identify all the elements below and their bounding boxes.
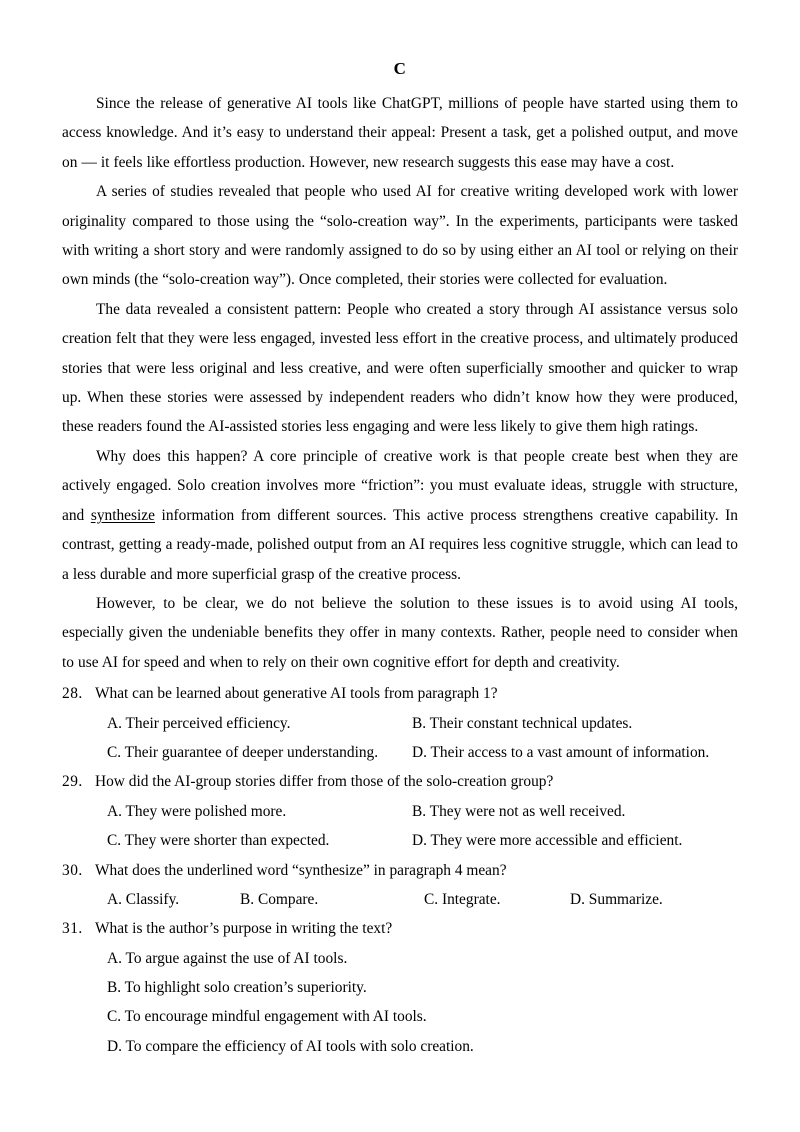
option-row: [62, 944, 738, 973]
option-c[interactable]: C. To encourage mindful engagement with AI tools.: [107, 1008, 427, 1026]
question-number: 30.: [62, 861, 83, 879]
question-block: [62, 679, 738, 767]
option-row: [62, 973, 738, 1002]
option-c[interactable]: C. They were shorter than expected.: [107, 832, 330, 850]
passage-paragraph: [62, 177, 738, 295]
page-content: [62, 58, 738, 1061]
question-prompt-line: [62, 767, 738, 796]
question-prompt-line: [62, 856, 738, 885]
questions-list: [62, 679, 738, 1061]
option-b[interactable]: B. They were not as well received.: [412, 802, 626, 820]
option-row: [62, 1032, 738, 1061]
passage-paragraph: [62, 295, 738, 442]
reading-passage: [62, 89, 738, 677]
question-block: [62, 856, 738, 915]
question-text: How did the AI-group stories differ from those of the solo-creation group?: [95, 773, 554, 791]
question-block: [62, 767, 738, 855]
option-a[interactable]: A. Classify.: [107, 890, 180, 908]
passage-paragraph: [62, 442, 738, 589]
question-text: What can be learned about generative AI tools from paragraph 1?: [95, 685, 498, 703]
passage-text: The data revealed a consistent pattern: People who created a story through AI assistance versus solo creation felt that they were less engaged, invested less effort in the creative process, and ultimately produced stories that were less original and less creative, and were often superficially smoother and quicker to wrap up. When these stories were assessed by independent readers who didn’t know how they were produced, these readers found the AI-assisted stories less engaging and were less likely to give them high ratings.: [62, 300, 738, 436]
option-row: [62, 709, 738, 738]
question-prompt-line: [62, 914, 738, 943]
option-c[interactable]: C. Their guarantee of deeper understanding.: [107, 743, 379, 761]
question-text: What does the underlined word “synthesize” in paragraph 4 mean?: [95, 861, 507, 879]
option-row: [62, 885, 738, 914]
passage-text: However, to be clear, we do not believe the solution to these issues is to avoid using AI tools, especially given the undeniable benefits they offer in many contexts. Rather, people need to consider when to use AI for speed and when to rely on their own cognitive effort for depth and creativity.: [62, 594, 738, 671]
underlined-word: synthesize: [90, 506, 155, 524]
option-b[interactable]: B. Compare.: [240, 890, 319, 908]
option-a[interactable]: A. Their perceived efficiency.: [107, 714, 291, 732]
question-number: 29.: [62, 773, 83, 791]
option-d[interactable]: D. Summarize.: [570, 890, 663, 908]
option-c[interactable]: C. Integrate.: [424, 890, 501, 908]
passage-text: Why does this happen? A core principle of creative work is that people create best when they are actively engaged. Solo creation involves more “friction”: you must evaluate ideas, struggle with structure, and: [62, 447, 738, 524]
question-prompt-line: [62, 679, 738, 708]
option-d[interactable]: D. They were more accessible and efficient.: [412, 832, 683, 850]
passage-paragraph: [62, 589, 738, 677]
passage-paragraph: [62, 89, 738, 177]
option-row: [62, 826, 738, 855]
option-b[interactable]: B. To highlight solo creation’s superiority.: [107, 979, 367, 997]
passage-text: A series of studies revealed that people who used AI for creative writing developed work with lower originality compared to those using the “solo-creation way”. In the experiments, participants were tasked with writing a short story and were randomly assigned to do so by using either an AI tool or relying on their own minds (the “solo-creation way”). Once completed, their stories were collected for evaluation.: [62, 183, 738, 289]
option-row: [62, 797, 738, 826]
option-d[interactable]: D. Their access to a vast amount of information.: [412, 743, 710, 761]
question-text: What is the author’s purpose in writing the text?: [95, 920, 393, 938]
option-b[interactable]: B. Their constant technical updates.: [412, 714, 633, 732]
option-a[interactable]: A. They were polished more.: [107, 802, 287, 820]
section-letter-heading: C: [393, 59, 407, 78]
passage-text: information from different sources. This active process strengthens creative capability. In contrast, getting a ready-made, polished output from an AI requires less cognitive struggle, which can lead to a less durable and more superficial grasp of the creative process.: [62, 506, 738, 583]
question-number: 31.: [62, 920, 83, 938]
option-a[interactable]: A. To argue against the use of AI tools.: [107, 949, 348, 967]
question-block: [62, 914, 738, 1061]
passage-text: Since the release of generative AI tools like ChatGPT, millions of people have started using them to access knowledge. And it’s easy to understand their appeal: Present a task, get a polished output, and move on — it feels like effortless production. However, new research suggests this ease may have a cost.: [62, 95, 738, 171]
option-d[interactable]: D. To compare the efficiency of AI tools with solo creation.: [107, 1037, 474, 1055]
option-row: [62, 1002, 738, 1031]
question-number: 28.: [62, 685, 83, 703]
option-row: [62, 738, 738, 767]
